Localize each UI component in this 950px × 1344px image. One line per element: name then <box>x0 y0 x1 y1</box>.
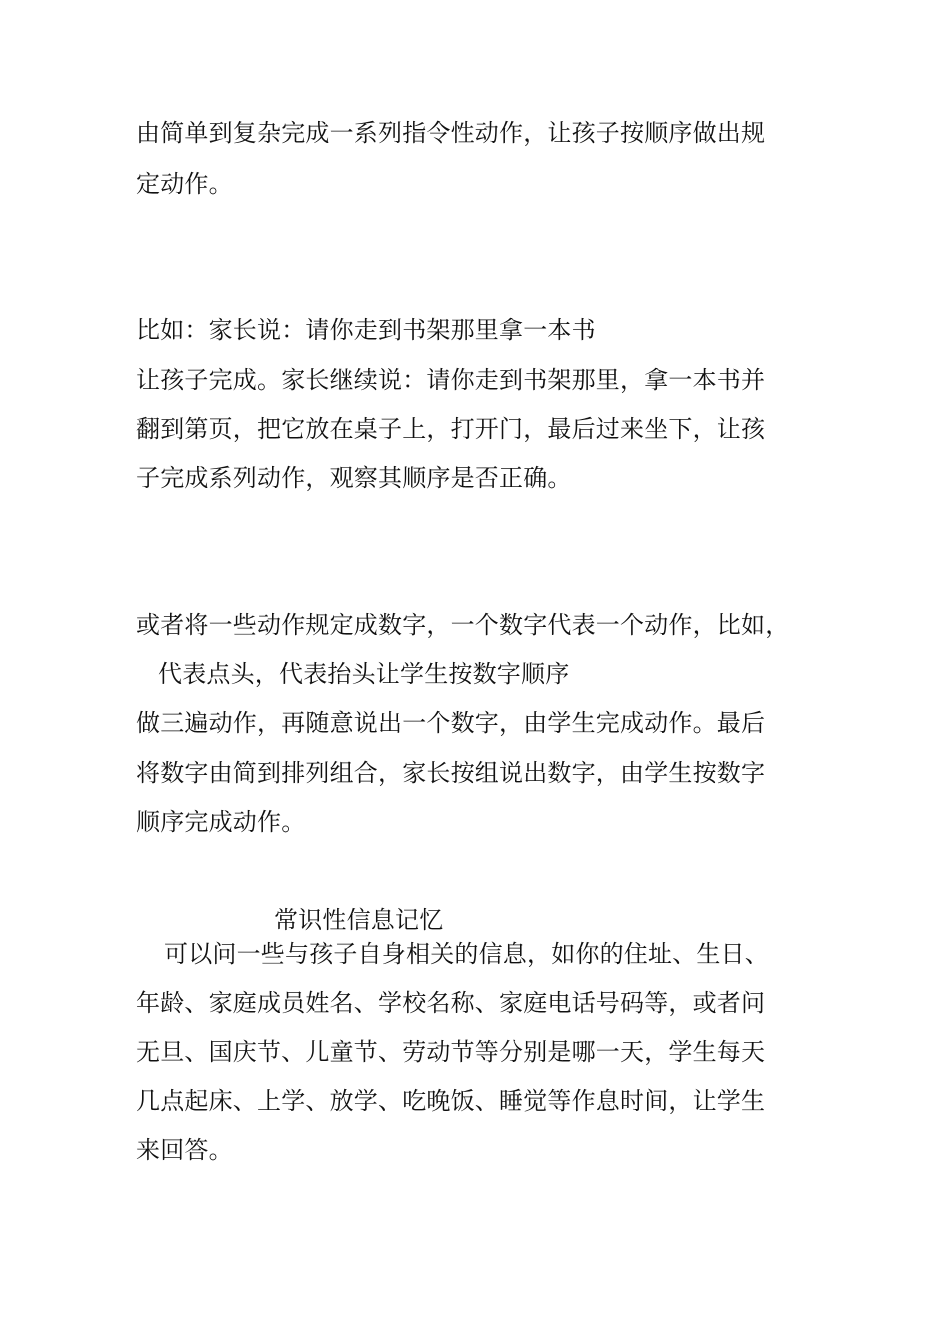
paragraph-3-line-1: 或者将一些动作规定成数字，一个数字代表一个动作，比如， <box>136 611 790 639</box>
paragraph-3-line-4: 将数字由简到排列组合，家长按组说出数字，由学生按数字 <box>136 759 766 787</box>
paragraph-2-line-1: 比如：家长说：请你走到书架那里拿一本书 <box>136 316 596 344</box>
paragraph-3-line-5: 顺序完成动作。 <box>136 808 306 836</box>
section-line-1: 可以问一些与孩子自身相关的信息，如你的住址、生日、 <box>164 940 769 968</box>
section-line-5: 来回答。 <box>136 1136 233 1164</box>
paragraph-3-line-3: 做三遍动作，再随意说出一个数字，由学生完成动作。最后 <box>136 709 766 737</box>
section-line-3: 无旦、国庆节、儿童节、劳动节等分别是哪一天，学生每天 <box>136 1038 766 1066</box>
section-line-4: 几点起床、上学、放学、吃晚饭、睡觉等作息时间，让学生 <box>136 1087 766 1115</box>
section-line-2: 年龄、家庭成员姓名、学校名称、家庭电话号码等，或者问 <box>136 989 766 1017</box>
paragraph-2-line-4: 子完成系列动作，观察其顺序是否正确。 <box>136 464 572 492</box>
paragraph-1-line-2: 定动作。 <box>136 170 233 198</box>
paragraph-3-line-2: 代表点头，代表抬头让学生按数字顺序 <box>158 660 570 688</box>
section-heading: 常识性信息记忆 <box>274 906 444 934</box>
paragraph-2-line-3: 翻到第页，把它放在桌子上，打开门，最后过来坐下，让孩 <box>136 415 766 443</box>
paragraph-2-line-2: 让孩子完成。家长继续说：请你走到书架那里，拿一本书并 <box>136 366 766 394</box>
paragraph-1-line-1: 由简单到复杂完成一系列指令性动作，让孩子按顺序做出规 <box>136 119 766 147</box>
